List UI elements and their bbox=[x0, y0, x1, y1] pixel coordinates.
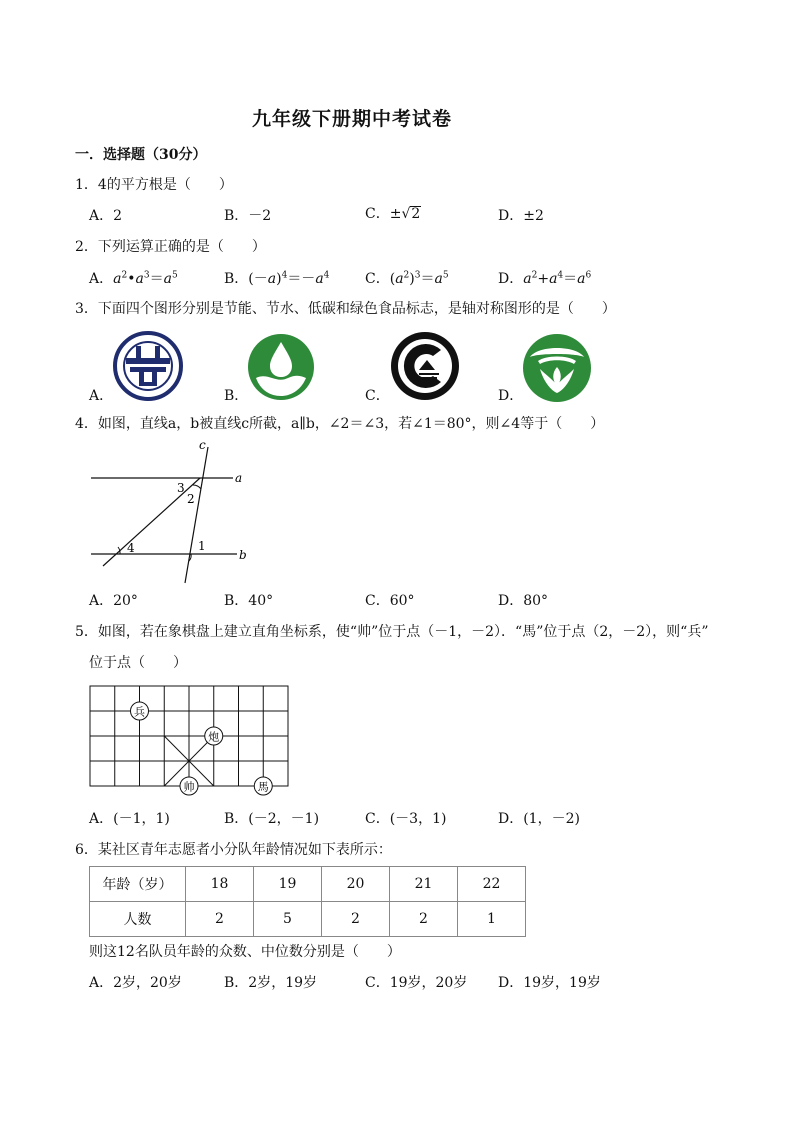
table-cell: 人数 bbox=[90, 902, 186, 937]
q5-option-b: B．(－2，－1) bbox=[224, 811, 320, 827]
q3-option-d: D． bbox=[498, 388, 524, 404]
q3-option-b: B． bbox=[224, 388, 249, 404]
q2-option-d: D．$a^2+a^4=a^6$ bbox=[498, 270, 592, 287]
question-2-stem: 2．下列运算正确的是（ ） bbox=[75, 239, 266, 255]
question-5-stem-line2: 位于点（ ） bbox=[89, 655, 187, 671]
board-grid bbox=[90, 686, 288, 786]
q2-option-a: A．$a^2•a^3=a^5$ bbox=[89, 270, 178, 287]
label-c: c bbox=[199, 438, 206, 452]
green-food-logo bbox=[522, 333, 592, 403]
question-6-follow: 则这12名队员年龄的众数、中位数分别是（ ） bbox=[89, 944, 401, 960]
q6-option-c: C．19岁，20岁 bbox=[365, 975, 468, 991]
piece-shuai bbox=[180, 777, 198, 795]
question-6-stem: 6．某社区青年志愿者小分队年龄情况如下表所示： bbox=[75, 842, 392, 858]
piece-bing bbox=[131, 702, 149, 720]
q3-option-a: A． bbox=[89, 388, 114, 404]
energy-saving-logo bbox=[112, 330, 184, 402]
q2-option-c: C．$(a^2)^3=a^5$ bbox=[365, 270, 449, 287]
piece-ma bbox=[254, 777, 272, 795]
table-cell: 2 bbox=[186, 902, 254, 937]
table-cell: 19 bbox=[254, 867, 322, 902]
table-cell: 18 bbox=[186, 867, 254, 902]
table-cell: 年龄（岁） bbox=[90, 867, 186, 902]
parallel-lines-figure bbox=[85, 437, 265, 585]
angle-1-label: 1 bbox=[198, 539, 206, 553]
chess-board-figure bbox=[88, 684, 292, 798]
table-row bbox=[90, 867, 526, 902]
q2-option-b: B．$(-a)^4=-a^4$ bbox=[224, 270, 330, 287]
table-row bbox=[90, 902, 526, 937]
water-saving-logo bbox=[246, 332, 316, 402]
table-cell: 22 bbox=[458, 867, 526, 902]
label-b: b bbox=[239, 548, 247, 562]
low-carbon-logo bbox=[389, 330, 461, 402]
page-title: 九年级下册期中考试卷 bbox=[252, 108, 453, 130]
table-cell: 5 bbox=[254, 902, 322, 937]
table-cell: 21 bbox=[390, 867, 458, 902]
q1-option-b: B．－2 bbox=[224, 208, 272, 224]
age-table bbox=[89, 866, 526, 937]
piece-pao bbox=[205, 727, 223, 745]
label-a: a bbox=[235, 471, 243, 485]
q4-option-c: C．60° bbox=[365, 593, 415, 609]
q4-option-d: D．80° bbox=[498, 593, 549, 609]
question-5-stem-line1: 5．如图，若在象棋盘上建立直角坐标系，使“帅”位于点（－1，－2）．“馬”位于点（2，－2），则“兵” bbox=[75, 624, 709, 640]
q1-option-c: C．±√2 bbox=[365, 206, 421, 222]
q5-option-c: C．(－3，1) bbox=[365, 811, 447, 827]
angle-4-label: 4 bbox=[127, 541, 135, 555]
sqrt-sign: √2 bbox=[401, 206, 421, 222]
svg-text:帅: 帅 bbox=[183, 780, 195, 794]
q1-option-d: D．±2 bbox=[498, 208, 544, 224]
q6-option-b: B．2岁，19岁 bbox=[224, 975, 318, 991]
table-cell: 20 bbox=[322, 867, 390, 902]
angle-3-label: 3 bbox=[177, 481, 185, 495]
q5-option-d: D．(1，－2) bbox=[498, 811, 580, 827]
svg-text:兵: 兵 bbox=[134, 705, 145, 719]
table-cell: 2 bbox=[390, 902, 458, 937]
q5-option-a: A．(－1，1) bbox=[89, 811, 170, 827]
q4-option-a: A．20° bbox=[89, 593, 138, 609]
question-4-stem: 4．如图，直线a，b被直线c所截，a∥b，∠2＝∠3，若∠1＝80°，则∠4等于（ ） bbox=[75, 416, 605, 432]
q3-option-c: C． bbox=[365, 388, 390, 404]
q4-option-b: B．40° bbox=[224, 593, 274, 609]
table-cell: 1 bbox=[458, 902, 526, 937]
angle-2-label: 2 bbox=[187, 492, 195, 506]
svg-text:炮: 炮 bbox=[208, 730, 220, 744]
section-heading: 一．选择题（30分） bbox=[75, 147, 207, 163]
q6-option-d: D．19岁，19岁 bbox=[498, 975, 601, 991]
question-3-stem: 3．下面四个图形分别是节能、节水、低碳和绿色食品标志，是轴对称图形的是（ ） bbox=[75, 301, 616, 317]
table-cell: 2 bbox=[322, 902, 390, 937]
question-1-stem: 1．4的平方根是（ ） bbox=[75, 177, 233, 193]
svg-text:馬: 馬 bbox=[257, 780, 269, 794]
q6-option-a: A．2岁，20岁 bbox=[89, 975, 182, 991]
q1-option-a: A．2 bbox=[89, 208, 123, 224]
